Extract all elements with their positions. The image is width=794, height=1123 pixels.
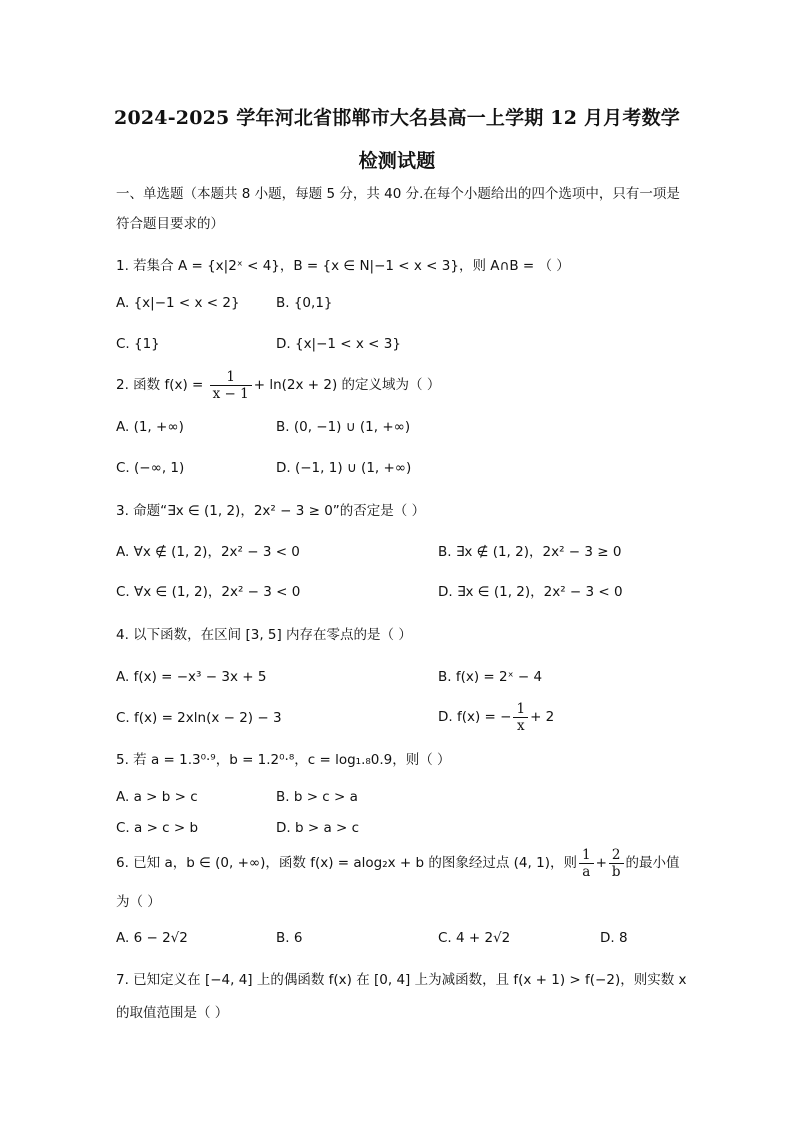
question-2-option-d: D. (−1, 1) ∪ (1, +∞) — [276, 460, 412, 476]
question-2-stem — [116, 368, 440, 402]
question-2-frac-den: x − 1 — [212, 385, 249, 402]
question-4-option-a: A. f(x) = −x³ − 3x + 5 — [116, 669, 267, 685]
question-5-option-b: B. b > c > a — [276, 789, 358, 805]
question-4-option-b: B. f(x) = 2ˣ − 4 — [438, 669, 543, 685]
question-6-option-d: D. 8 — [600, 930, 628, 946]
question-6-frac1-den: a — [582, 863, 591, 880]
question-6-stem-line2: 为（ ） — [116, 894, 161, 910]
question-4-option-d — [438, 700, 554, 734]
question-4-option-d-prefix: D. f(x) = − — [438, 709, 512, 725]
section-heading-cont: 符合题目要求的） — [116, 216, 224, 232]
question-6-frac2-den: b — [611, 863, 621, 880]
question-5-option-d: D. b > a > c — [276, 820, 360, 836]
section-heading: 一、单选题（本题共 8 小题，每题 5 分，共 40 分.在每个小题给出的四个选项中，只有一项是 — [116, 186, 680, 202]
question-7-stem-line2: 的取值范围是（ ） — [116, 1005, 229, 1021]
question-4-option-d-suffix: + 2 — [530, 709, 555, 725]
question-1-option-a: A. {x|−1 < x < 2} — [116, 295, 240, 311]
question-4-option-d-frac-den: x — [516, 717, 525, 734]
question-6-plus: + — [595, 855, 607, 871]
question-1-option-c: C. {1} — [116, 336, 160, 352]
question-6-option-a: A. 6 − 2√2 — [116, 930, 188, 946]
question-6-option-c: C. 4 + 2√2 — [438, 930, 511, 946]
question-2-stem-suffix: + ln(2x + 2) 的定义域为（ ） — [253, 377, 441, 393]
question-2-frac-num: 1 — [210, 369, 252, 386]
question-6-stem-suffix: 的最小值 — [625, 855, 680, 871]
page-title: 2024-2025 学年河北省邯郸市大名县高一上学期 12 月月考数学 — [114, 107, 680, 129]
question-6-fraction-2 — [609, 847, 624, 880]
question-6-fraction-1 — [579, 847, 594, 880]
question-6-stem-prefix: 6. 已知 a，b ∈ (0, +∞)，函数 f(x) = alog₂x + b 的图象经过点 (4, 1)，则 — [116, 855, 577, 871]
page-title-line2: 检测试题 — [358, 150, 436, 172]
question-2-fraction — [210, 369, 252, 402]
question-1-option-b: B. {0,1} — [276, 295, 333, 311]
question-2-option-b: B. (0, −1) ∪ (1, +∞) — [276, 419, 411, 435]
question-7-stem: 7. 已知定义在 [−4, 4] 上的偶函数 f(x) 在 [0, 4] 上为减函数，且 f(x + 1) > f(−2)，则实数 x — [116, 972, 687, 988]
question-2-option-a: A. (1, +∞) — [116, 419, 184, 435]
question-3-option-c: C. ∀x ∈ (1, 2)，2x² − 3 < 0 — [116, 584, 301, 600]
question-4-option-d-frac-num: 1 — [513, 701, 528, 718]
question-4-stem: 4. 以下函数，在区间 [3, 5] 内存在零点的是（ ） — [116, 627, 412, 643]
question-6-frac1-num: 1 — [579, 847, 594, 864]
question-3-option-a: A. ∀x ∉ (1, 2)，2x² − 3 < 0 — [116, 544, 300, 560]
question-2-option-c: C. (−∞, 1) — [116, 460, 185, 476]
question-3-option-d: D. ∃x ∈ (1, 2)，2x² − 3 < 0 — [438, 584, 623, 600]
question-4-option-d-fraction — [513, 701, 528, 734]
question-5-option-c: C. a > c > b — [116, 820, 199, 836]
question-3-option-b: B. ∃x ∉ (1, 2)，2x² − 3 ≥ 0 — [438, 544, 622, 560]
question-1-option-d: D. {x|−1 < x < 3} — [276, 336, 401, 352]
question-5-stem: 5. 若 a = 1.3⁰·⁹，b = 1.2⁰·⁸，c = log₁.₈0.9，则（ ） — [116, 752, 451, 768]
question-5-option-a: A. a > b > c — [116, 789, 198, 805]
question-4-option-c: C. f(x) = 2xln(x − 2) − 3 — [116, 710, 282, 726]
question-6-frac2-num: 2 — [609, 847, 624, 864]
question-3-stem: 3. 命题“∃x ∈ (1, 2)，2x² − 3 ≥ 0”的否定是（ ） — [116, 503, 426, 519]
question-6-option-b: B. 6 — [276, 930, 303, 946]
question-1-stem: 1. 若集合 A = {x|2ˣ < 4}，B = {x ∈ N|−1 < x < 3}，则 A∩B = （ ） — [116, 258, 570, 274]
question-6-stem — [116, 846, 680, 880]
question-2-stem-prefix: 2. 函数 f(x) = — [116, 377, 208, 393]
